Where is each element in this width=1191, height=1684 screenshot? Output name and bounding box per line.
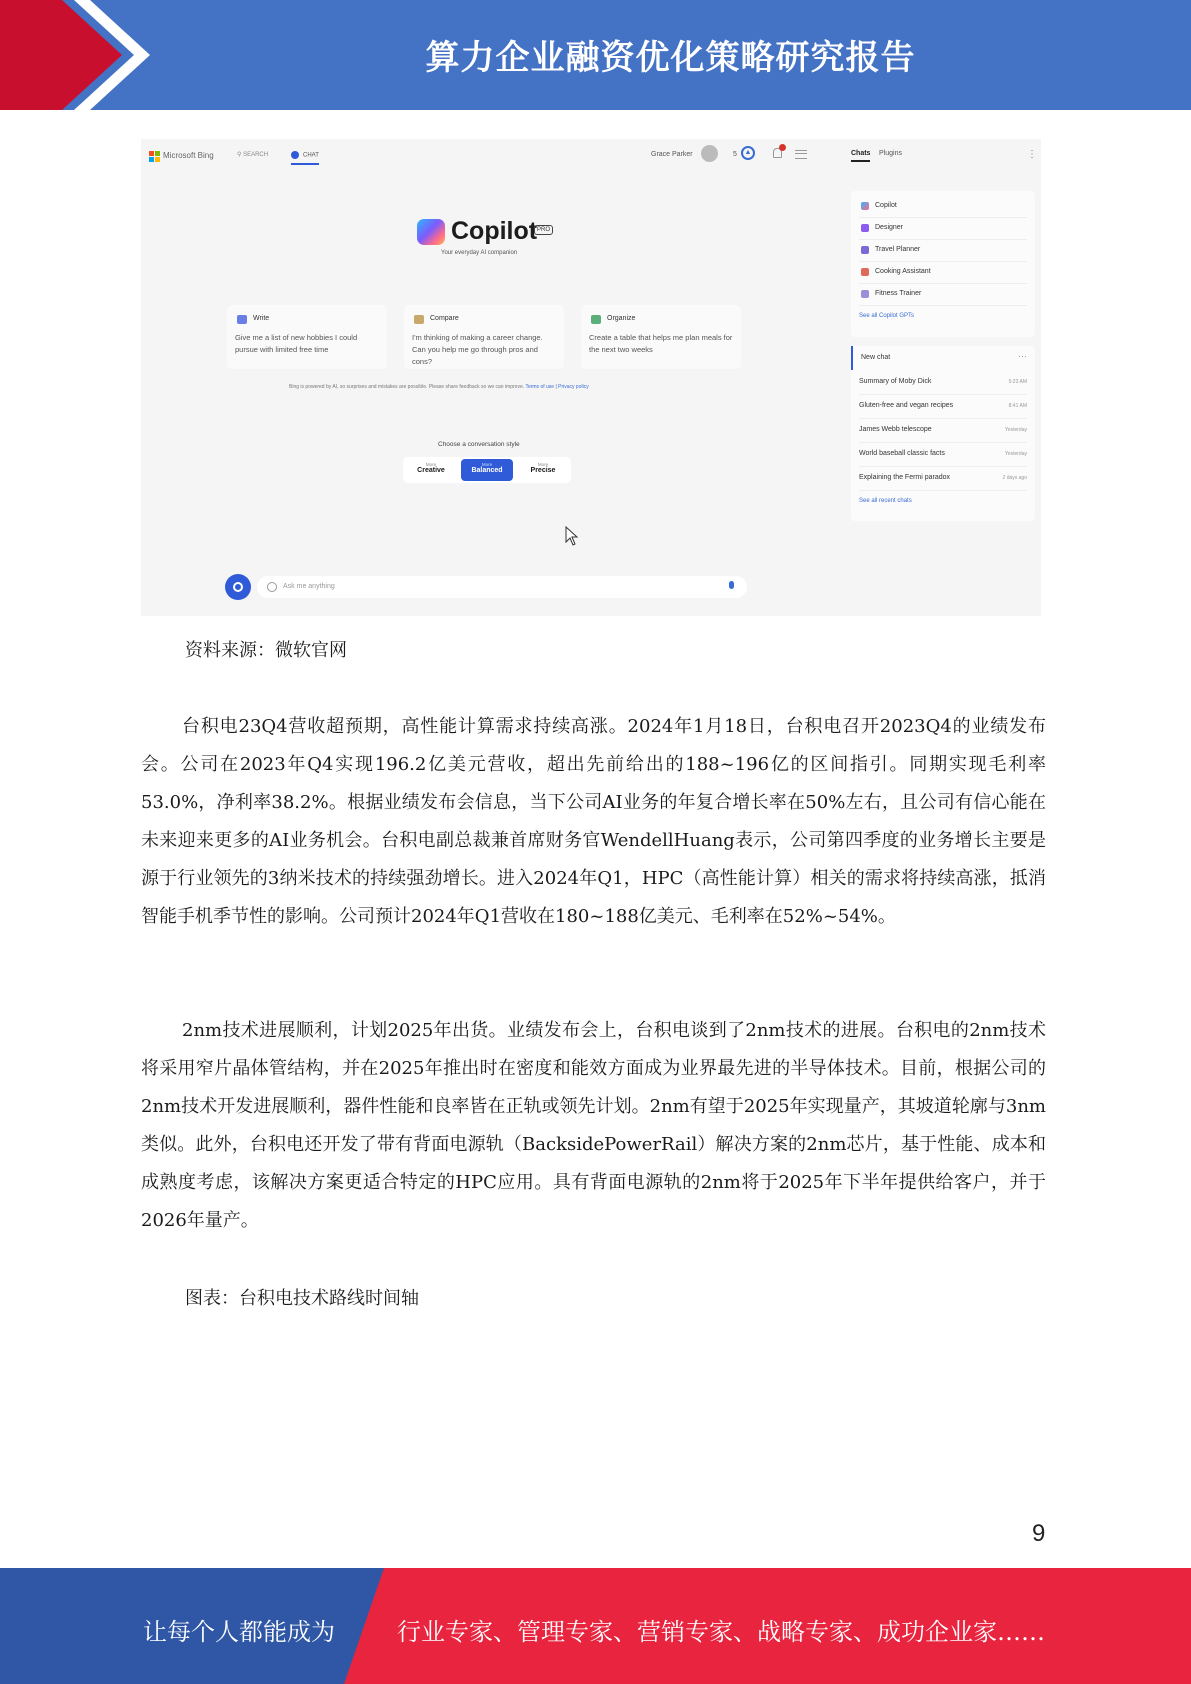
see-all-gpts-link[interactable]: See all Copilot GPTs bbox=[859, 313, 915, 319]
microsoft-logo-icon bbox=[149, 151, 160, 162]
card-title: Organize bbox=[607, 315, 636, 322]
chat-time: 2 days ago bbox=[1002, 475, 1027, 481]
recent-chat-item[interactable] bbox=[859, 394, 1027, 419]
gpt-item-designer[interactable] bbox=[859, 217, 1027, 240]
chat-title: Gluten-free and vegan recipes bbox=[859, 402, 954, 409]
style-name: Balanced bbox=[471, 467, 503, 474]
paragraph-tsmc-q4: 台积电23Q4营收超预期，高性能计算需求持续高涨。2024年1月18日，台积电召开2023Q4的业绩发布会。公司在2023年Q4实现196.2亿美元营收，超出先前给出的188~196亿的区间指引。同期实现毛利率53.0%，净利率38.2%。根据业绩发布会信息，当下公司AI业务的年复合增长率在50%左右，且公司有信心能在未来迎来更多的AI业务机会。台积电副总裁兼首席财务官WendellHuang表示，公司第四季度的业务增长主要是源于行业领先的3纳米技术的持续强劲增长。进入2024年Q1，HPC（高性能计算）相关的需求将持续高涨，抵消智能手机季节性的影响。公司预计2024年Q1营收在180~188亿美元、毛利率在52%~54%。 bbox=[141, 716, 1046, 927]
chat-title: Explaining the Fermi paradox bbox=[859, 474, 951, 481]
pro-badge: PRO bbox=[534, 225, 553, 235]
style-name: Creative bbox=[417, 467, 445, 474]
copilot-tagline: Your everyday AI companion bbox=[441, 250, 518, 256]
chat-title: James Webb telescope bbox=[859, 426, 932, 433]
footer-banner bbox=[0, 1568, 1191, 1684]
gpt-label: Travel Planner bbox=[875, 246, 921, 253]
rewards-count: 5 bbox=[733, 151, 737, 158]
microphone-icon[interactable] bbox=[729, 581, 734, 589]
style-more-label: More bbox=[537, 462, 549, 467]
tab-plugins[interactable]: Plugins bbox=[879, 150, 902, 157]
nav-chat-label: CHAT bbox=[303, 152, 319, 159]
gpt-item-cooking-assistant[interactable] bbox=[859, 261, 1027, 284]
cooking-icon bbox=[861, 268, 869, 276]
gpt-label: Cooking Assistant bbox=[875, 268, 931, 275]
recent-chat-item[interactable] bbox=[859, 418, 1027, 443]
ask-placeholder: Ask me anything bbox=[283, 583, 335, 590]
style-more-label: More bbox=[481, 462, 493, 467]
card-text: Create a table that helps me plan meals for the next two weeks bbox=[589, 333, 733, 354]
dumbbell-icon bbox=[861, 290, 869, 298]
conversation-style-title: Choose a conversation style bbox=[438, 441, 520, 448]
header-banner bbox=[0, 0, 1191, 110]
style-precise-button[interactable] bbox=[517, 459, 569, 481]
copilot-icon bbox=[861, 202, 869, 210]
paragraph-2nm: 2nm技术进展顺利，计划2025年出货。业绩发布会上，台积电谈到了2nm技术的进展。台积电的2nm技术将采用窄片晶体管结构，并在2025年推出时在密度和能效方面成为业界最先进的半导体技术。目前，根据公司的2nm技术开发进展顺利，器件性能和良率皆在正轨或领先计划。2nm有望于2025年实现量产，其坡道轮廓与3nm类似。此外，台积电还开发了带有背面电源轨（BacksidePowerRail）解决方案的2nm芯片，基于性能、成本和成熟度考虑，该解决方案更适合特定的HPC应用。具有背面电源轨的2nm将于2025年下半年提供给客户，并于2026年量产。 bbox=[141, 1020, 1046, 1231]
ai-disclaimer bbox=[289, 384, 589, 390]
figure-caption: 图表：台积电技术路线时间轴 bbox=[185, 1288, 419, 1309]
gpt-item-travel-planner[interactable] bbox=[859, 239, 1027, 262]
avatar[interactable] bbox=[701, 145, 718, 162]
recent-chats-panel bbox=[851, 346, 1035, 521]
new-chat-label: New chat bbox=[861, 354, 891, 361]
card-text: I'm thinking of making a career change. Can you help me go through pros and cons? bbox=[412, 333, 543, 366]
chat-time: Yesterday bbox=[1004, 451, 1027, 457]
copilot-screenshot bbox=[141, 139, 1041, 616]
copilot-wordmark: Copilot bbox=[451, 217, 538, 245]
ask-input[interactable] bbox=[257, 576, 747, 598]
chat-time: 5:23 AM bbox=[1008, 379, 1027, 385]
nav-search-label: SEARCH bbox=[243, 152, 269, 158]
prompt-card-compare[interactable] bbox=[404, 305, 564, 369]
see-all-chats-link[interactable]: See all recent chats bbox=[859, 498, 912, 504]
new-chat-item[interactable] bbox=[851, 346, 1035, 370]
page-number: 9 bbox=[1032, 1520, 1046, 1547]
tab-chats[interactable]: Chats bbox=[851, 150, 870, 162]
gpt-label: Fitness Trainer bbox=[875, 290, 922, 297]
copilot-logo-icon bbox=[417, 219, 445, 245]
write-icon bbox=[237, 315, 247, 324]
style-more-label: More bbox=[425, 462, 437, 467]
report-title: 算力企业融资优化策略研究报告 bbox=[425, 38, 916, 78]
more-options-icon[interactable]: ⋮ bbox=[1027, 149, 1037, 160]
chat-bubble-icon bbox=[267, 582, 277, 592]
bing-topbar bbox=[141, 139, 1041, 175]
gpt-label: Designer bbox=[875, 224, 904, 231]
card-text: Give me a list of new hobbies I could pursue with limited free time bbox=[235, 333, 358, 354]
disclaimer-text: Bing is powered by AI, so surprises and mistakes are possible. Please share feedback so we can improve. bbox=[289, 384, 525, 390]
rewards-icon[interactable]: ▲ bbox=[741, 146, 755, 160]
conversation-style-selector bbox=[403, 457, 571, 483]
gpt-label: Copilot bbox=[875, 202, 897, 209]
gpt-item-fitness-trainer[interactable] bbox=[859, 283, 1027, 306]
style-balanced-button[interactable] bbox=[461, 459, 513, 481]
chat-time: Yesterday bbox=[1004, 427, 1027, 433]
recent-chat-item[interactable] bbox=[859, 442, 1027, 467]
new-topic-button[interactable] bbox=[225, 574, 251, 600]
gpt-list-panel bbox=[851, 191, 1035, 337]
chat-title: World baseball classic facts bbox=[859, 450, 945, 457]
card-title: Compare bbox=[430, 315, 459, 322]
footer-slogan-left: 让每个人都能成为 bbox=[143, 1618, 335, 1646]
prompt-card-organize[interactable] bbox=[581, 305, 741, 369]
recent-chat-item[interactable] bbox=[859, 370, 1027, 395]
gpt-item-copilot[interactable] bbox=[859, 195, 1027, 218]
ellipsis-icon[interactable]: ⋯ bbox=[1018, 351, 1027, 361]
compare-icon bbox=[414, 315, 424, 324]
nav-chat-tab[interactable] bbox=[291, 151, 319, 165]
source-caption: 资料来源：微软官网 bbox=[185, 640, 347, 661]
prompt-card-write[interactable] bbox=[227, 305, 387, 369]
style-name: Precise bbox=[530, 467, 556, 474]
chat-icon bbox=[291, 151, 299, 159]
chat-time: 8:41 AM bbox=[1008, 403, 1027, 409]
terms-privacy-links[interactable]: Terms of use | Privacy policy bbox=[525, 384, 589, 390]
style-creative-button[interactable] bbox=[405, 459, 457, 481]
nav-search-tab[interactable]: ⚲ SEARCH bbox=[237, 152, 269, 158]
suitcase-icon bbox=[861, 246, 869, 254]
table-icon bbox=[591, 315, 601, 324]
chat-title: Summary of Moby Dick bbox=[859, 378, 932, 385]
designer-icon bbox=[861, 224, 869, 232]
notification-badge bbox=[779, 144, 786, 151]
user-name[interactable]: Grace Parker bbox=[651, 151, 693, 158]
header-chevron-decoration bbox=[0, 0, 160, 110]
bing-brand: Microsoft Bing bbox=[163, 151, 214, 160]
footer-slogan-right: 行业专家、管理专家、营销专家、战略专家、成功企业家…… bbox=[397, 1618, 1045, 1646]
recent-chat-item[interactable] bbox=[859, 466, 1027, 491]
hamburger-menu-icon[interactable] bbox=[795, 150, 807, 159]
mouse-cursor-icon bbox=[565, 526, 579, 546]
card-title: Write bbox=[253, 315, 270, 322]
